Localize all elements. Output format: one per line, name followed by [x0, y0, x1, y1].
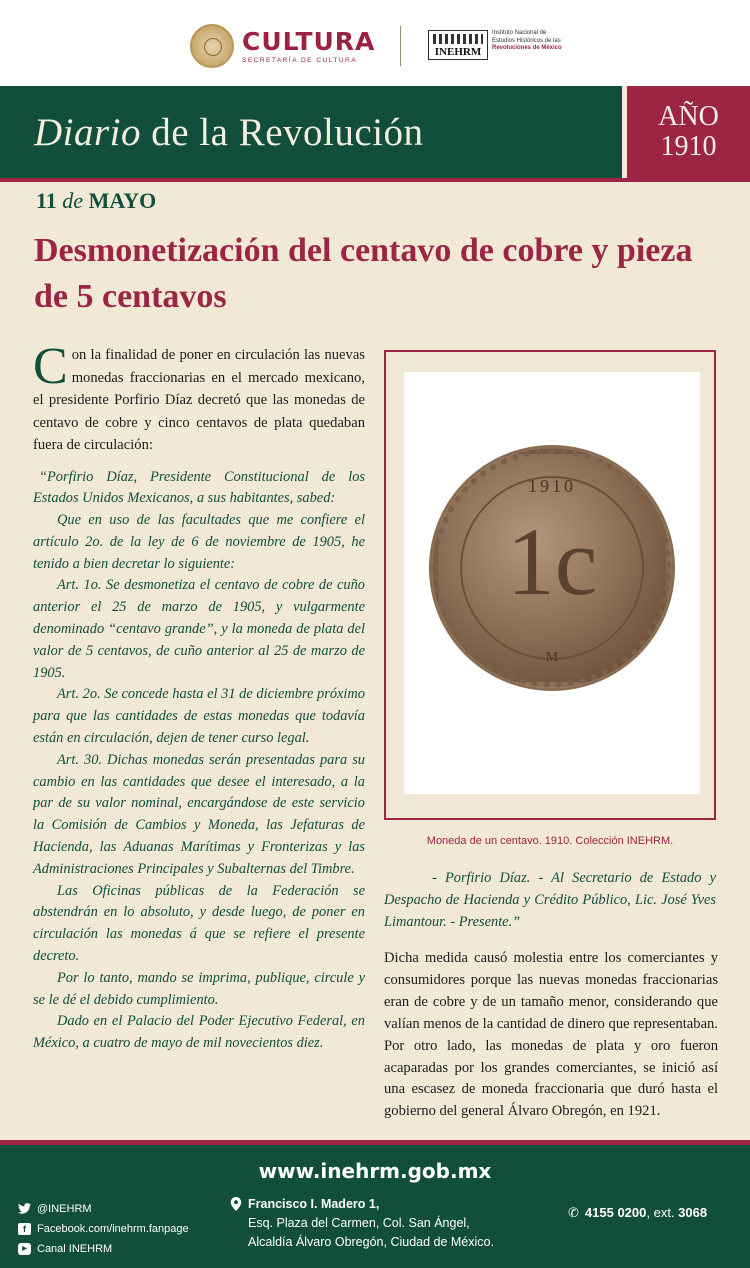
photo-caption: Moneda de un centavo. 1910. Colección INEHRM.	[426, 835, 674, 847]
year-number: 1910	[660, 131, 717, 162]
cultura-logo[interactable]	[190, 24, 375, 68]
cultura-subtitle: SECRETARÍA DE CULTURA	[242, 56, 358, 64]
twitter-link[interactable]	[18, 1199, 189, 1219]
left-column	[33, 338, 365, 1055]
intro-paragraph	[33, 338, 365, 457]
location-pin-icon	[230, 1197, 242, 1211]
inehrm-building-icon	[428, 30, 488, 60]
inehrm-name-line1: Instituto Nacional de	[492, 30, 547, 36]
website-link[interactable]: www.inehrm.gob.mx	[258, 1159, 492, 1183]
year-box	[627, 86, 750, 178]
date-de: de	[62, 188, 84, 213]
top-header	[0, 0, 750, 86]
youtube-link[interactable]	[18, 1239, 189, 1259]
inehrm-name-line3: Revoluciones de México	[492, 45, 562, 51]
drop-cap: C	[33, 338, 68, 395]
banner-title-italic: Diario	[34, 111, 142, 154]
quote-paragraph: Art. 1o. Se desmonetiza el centavo de cobre de cuño anterior el 25 de marzo de 1905, y vulgarmente denominado “centavo grande”, y la moneda de plata del valor de 5 centavos, de cuño anterior al 25 de marzo de 1905.	[33, 577, 365, 681]
cultura-wordmark: CULTURA	[242, 26, 376, 56]
facebook-icon: f	[18, 1223, 31, 1235]
entry-date	[36, 188, 156, 214]
coin-year: 1910	[528, 476, 576, 496]
banner-title	[34, 110, 424, 155]
phone-contact[interactable]	[568, 1205, 707, 1221]
article-headline: Desmonetización del centavo de cobre y pieza de 5 centavos	[34, 232, 693, 315]
coin-mint-mark: M	[545, 650, 559, 665]
coin-photo-frame	[384, 350, 716, 820]
inehrm-wordmark: INEHRM	[434, 46, 482, 58]
youtube-channel: Canal INEHRM	[37, 1243, 113, 1255]
title-banner	[0, 86, 622, 178]
date-month: MAYO	[88, 188, 157, 213]
quote-paragraph: Las Oficinas públicas de la Federación se abstendrán en lo absoluto, y desde luego, de poner en circulación las monedas á que se refiere el presente decreto.	[33, 882, 365, 965]
quote-paragraph: “Porfirio Díaz, Presidente Constitucional de los Estados Unidos Mexicanos, a sus habitantes, sabed:	[33, 468, 365, 507]
facebook-url: Facebook.com/inehrm.fanpage	[37, 1223, 189, 1235]
closing-paragraph: Dicha medida causó molestia entre los comerciantes y consumidores porque las nuevas monedas fraccionarias eran de cobre y de un tamaño menor, considerando que valían menos de la cantidad de dinero que representaban. Por otro lado, las monedas de plata y oro fueron acaparadas por los grandes comerciantes, se inició así una escasez de moneda fraccionaria que duró hasta el gobierno del general Álvaro Obregón, en 1921.	[384, 950, 718, 1120]
decree-signature: - Porfirio Díaz. - Al Secretario de Estado y Despacho de Hacienda y Crédito Público, Lic. José Yves Limantour. - Presente.”	[384, 870, 716, 930]
phone-ext-label: , ext.	[646, 1205, 675, 1220]
phone-extension: 3068	[678, 1205, 708, 1220]
facebook-link[interactable]	[18, 1219, 189, 1239]
date-day: 11	[36, 188, 57, 213]
coin-photo	[404, 372, 700, 794]
address-street: Francisco I. Madero 1,	[248, 1197, 380, 1211]
address-line2: Esq. Plaza del Carmen, Col. San Ángel,	[248, 1216, 470, 1230]
banner-title-rest: de la Revolución	[151, 111, 424, 154]
quote-paragraph: Por lo tanto, mando se imprima, publique, circule y se le dé el debido cumplimiento.	[33, 969, 365, 1008]
twitter-handle: @INEHRM	[37, 1203, 92, 1215]
social-links	[18, 1199, 189, 1259]
coin-image	[432, 448, 672, 688]
quote-paragraph: Que en uso de las facultades que me confiere el artículo 2o. de la ley de 6 de noviembre de 1905, he tenido a bien decretar lo siguiente:	[33, 512, 365, 572]
year-label: AÑO	[658, 101, 719, 132]
decree-quote	[33, 467, 365, 1056]
twitter-icon	[18, 1203, 31, 1215]
inehrm-name-line2: Estudios Históricos de las	[492, 37, 561, 44]
phone-icon: ✆	[568, 1205, 579, 1220]
quote-paragraph: Art. 2o. Se concede hasta el 31 de diciembre próximo para que las cantidades de estas monedas que todavía están en circulación, dejen de tener curso legal.	[33, 686, 365, 747]
quote-paragraph: Art. 30. Dichas monedas serán presentadas para su cambio en las cantidades que desee el interesado, a la par de su valor nominal, encargándose de este servicio la Comisión de Cambios y Moneda, las Jefaturas de Hacienda, las Aduanas Marítimas y Fronterizas y las Administraciones Principales y Subalternas del Timbre.	[33, 751, 365, 877]
header-divider	[400, 26, 401, 66]
inehrm-logo[interactable]	[428, 30, 572, 60]
address-line3: Alcaldía Álvaro Obregón, Ciudad de México.	[248, 1235, 494, 1249]
banner-underline	[0, 178, 750, 182]
coin-value: 1c	[506, 508, 598, 615]
national-seal-icon	[190, 24, 234, 68]
intro-text: on la finalidad de poner en circulación las nuevas monedas fraccionarias en el mercado mexicano, el presidente Porfirio Díaz decretó que las monedas de centavo de cobre y cinco centavos de plata quedaban fuera de circulación:	[33, 347, 365, 453]
youtube-icon: ▶	[18, 1243, 31, 1255]
address	[248, 1195, 548, 1252]
quote-paragraph: Dado en el Palacio del Poder Ejecutivo Federal, en México, a cuatro de mayo de mil novecientos diez.	[33, 1013, 365, 1052]
phone-number: 4155 0200	[584, 1205, 647, 1220]
footer	[0, 1145, 750, 1268]
